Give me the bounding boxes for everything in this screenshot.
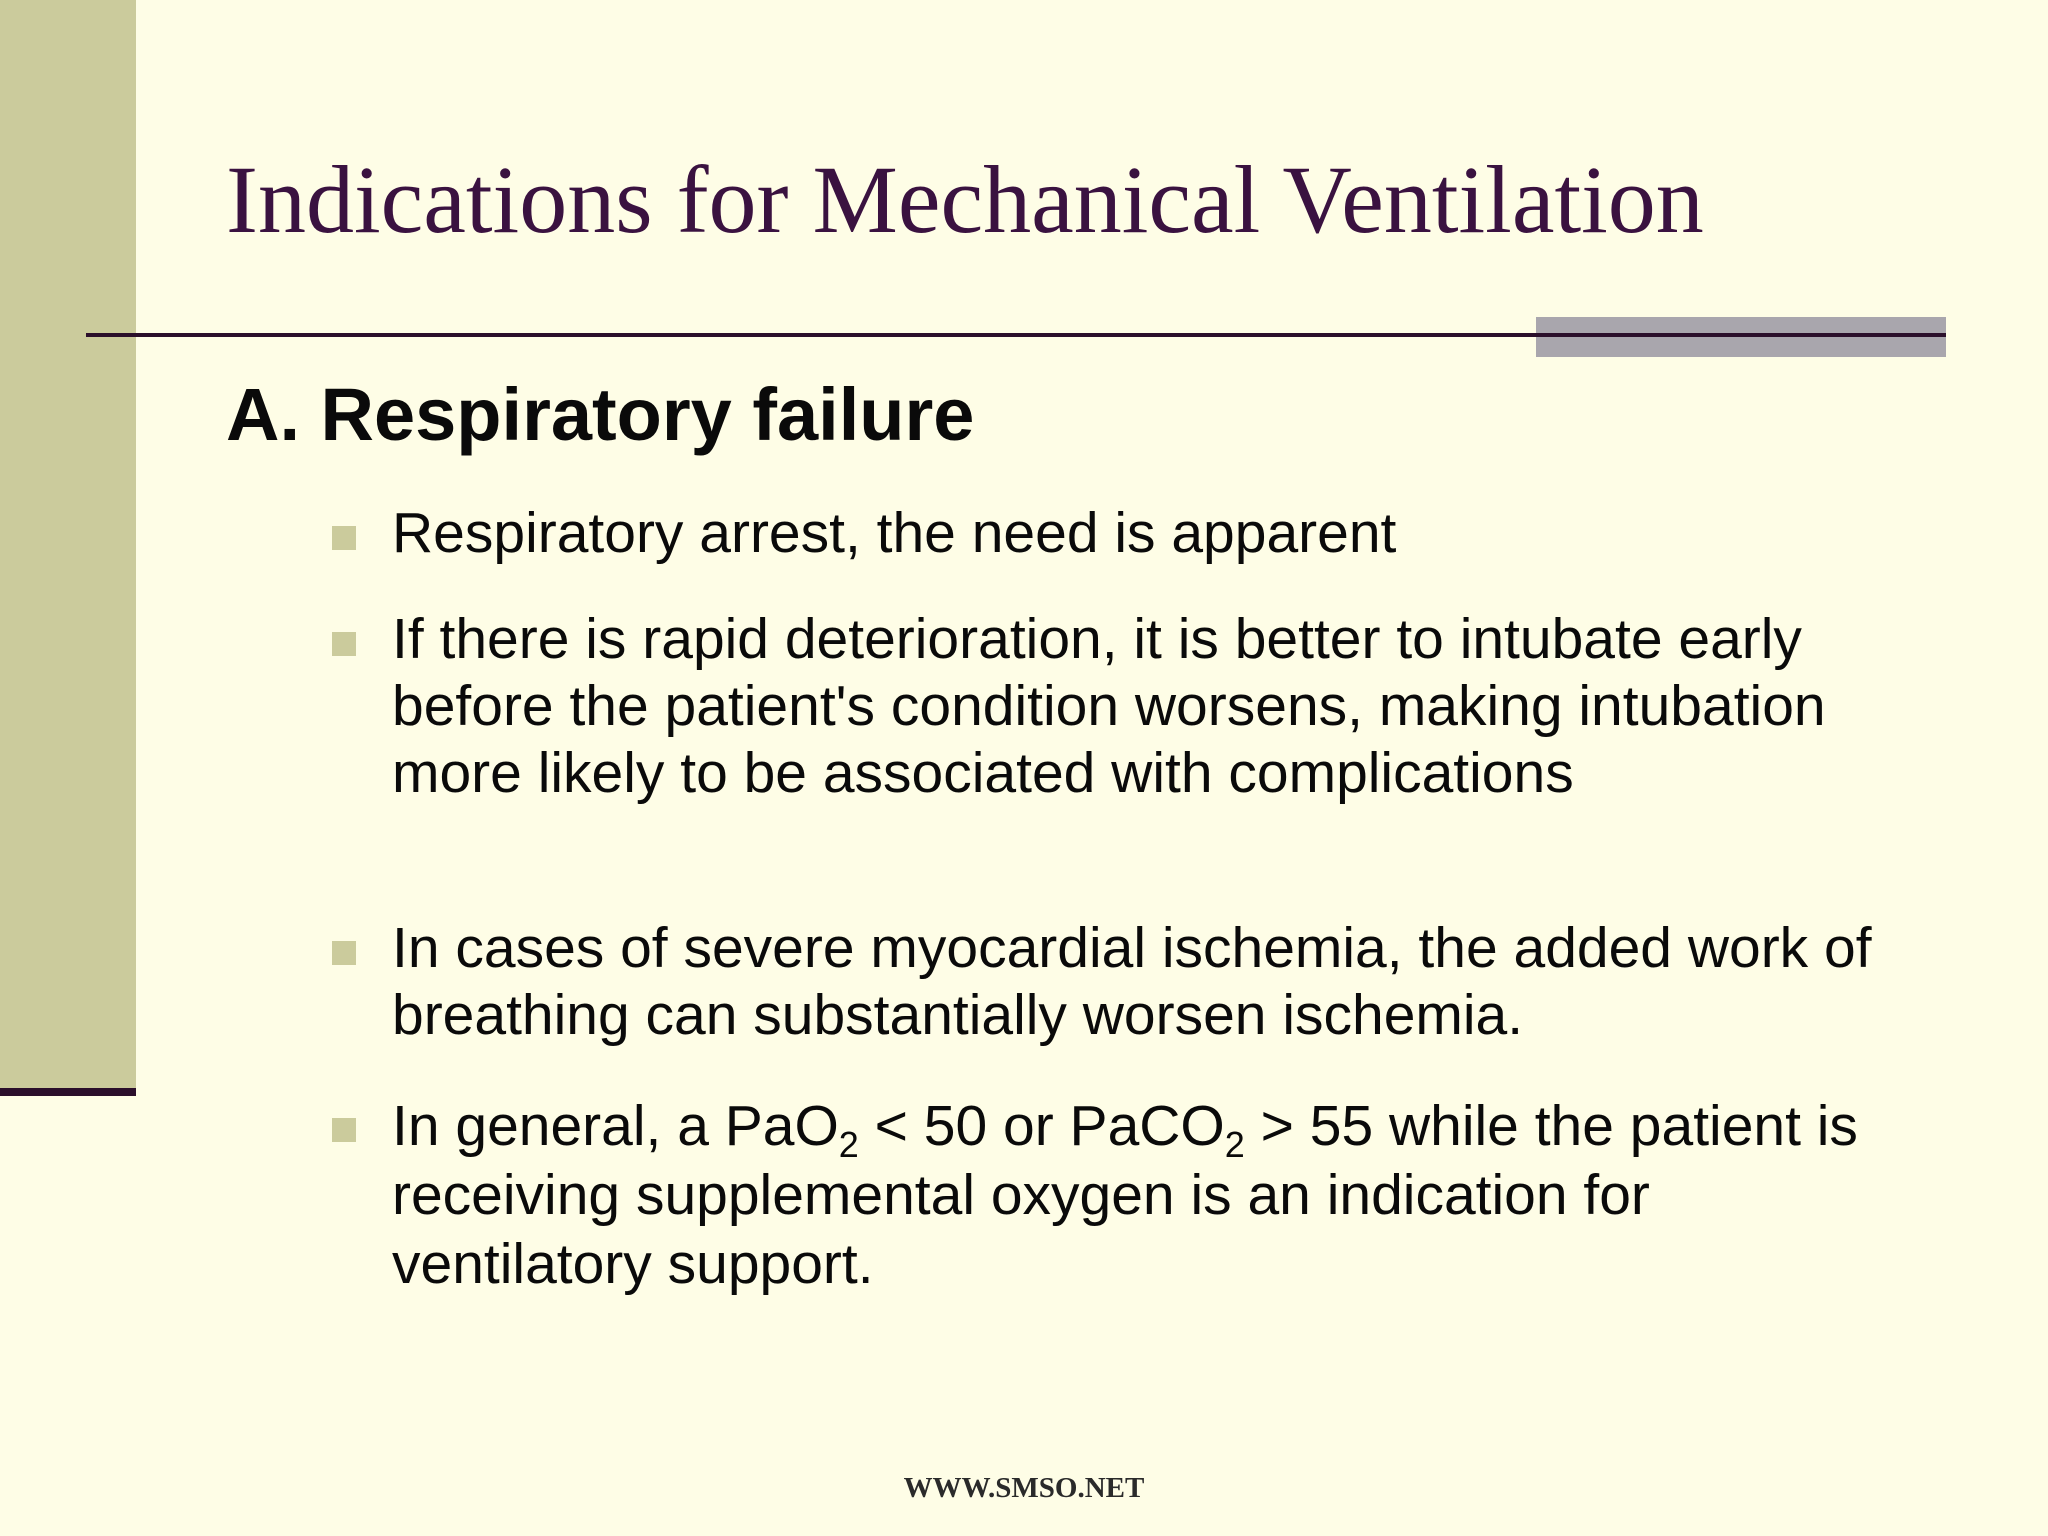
bullet-item bbox=[332, 606, 1892, 807]
bullet-item bbox=[332, 915, 1892, 1049]
bullet-item bbox=[332, 500, 1892, 567]
bullet-text: In cases of severe myocardial ischemia, the added work of breathing can substantially worsen ischemia. bbox=[392, 916, 1872, 1047]
bullet-text: If there is rapid deterioration, it is better to intubate early before the patient's condition worsens, making intubation more likely to be associated with complications bbox=[392, 607, 1826, 805]
bullet-text: Respiratory arrest, the need is apparent bbox=[392, 501, 1397, 565]
title-divider-accent-line bbox=[1536, 333, 1946, 337]
bullet-text: In general, a PaO$_2$ < 50 or PaCO$_2$ > 55 while the patient is receiving supplemental oxygen is an indication for ventilatory support. bbox=[392, 1094, 1858, 1296]
square-bullet-icon bbox=[332, 1118, 356, 1142]
square-bullet-icon bbox=[332, 941, 356, 965]
left-band-rule bbox=[0, 1088, 136, 1096]
left-decorative-band bbox=[0, 0, 136, 1088]
footer-website: WWW.SMSO.NET bbox=[903, 1472, 1145, 1504]
slide-title: Indications for Mechanical Ventilation bbox=[226, 146, 1704, 253]
square-bullet-icon bbox=[332, 632, 356, 656]
title-divider-accent bbox=[1536, 317, 1946, 357]
square-bullet-icon bbox=[332, 526, 356, 550]
section-heading: A. Respiratory failure bbox=[226, 373, 975, 456]
bullet-item bbox=[332, 1092, 1892, 1299]
